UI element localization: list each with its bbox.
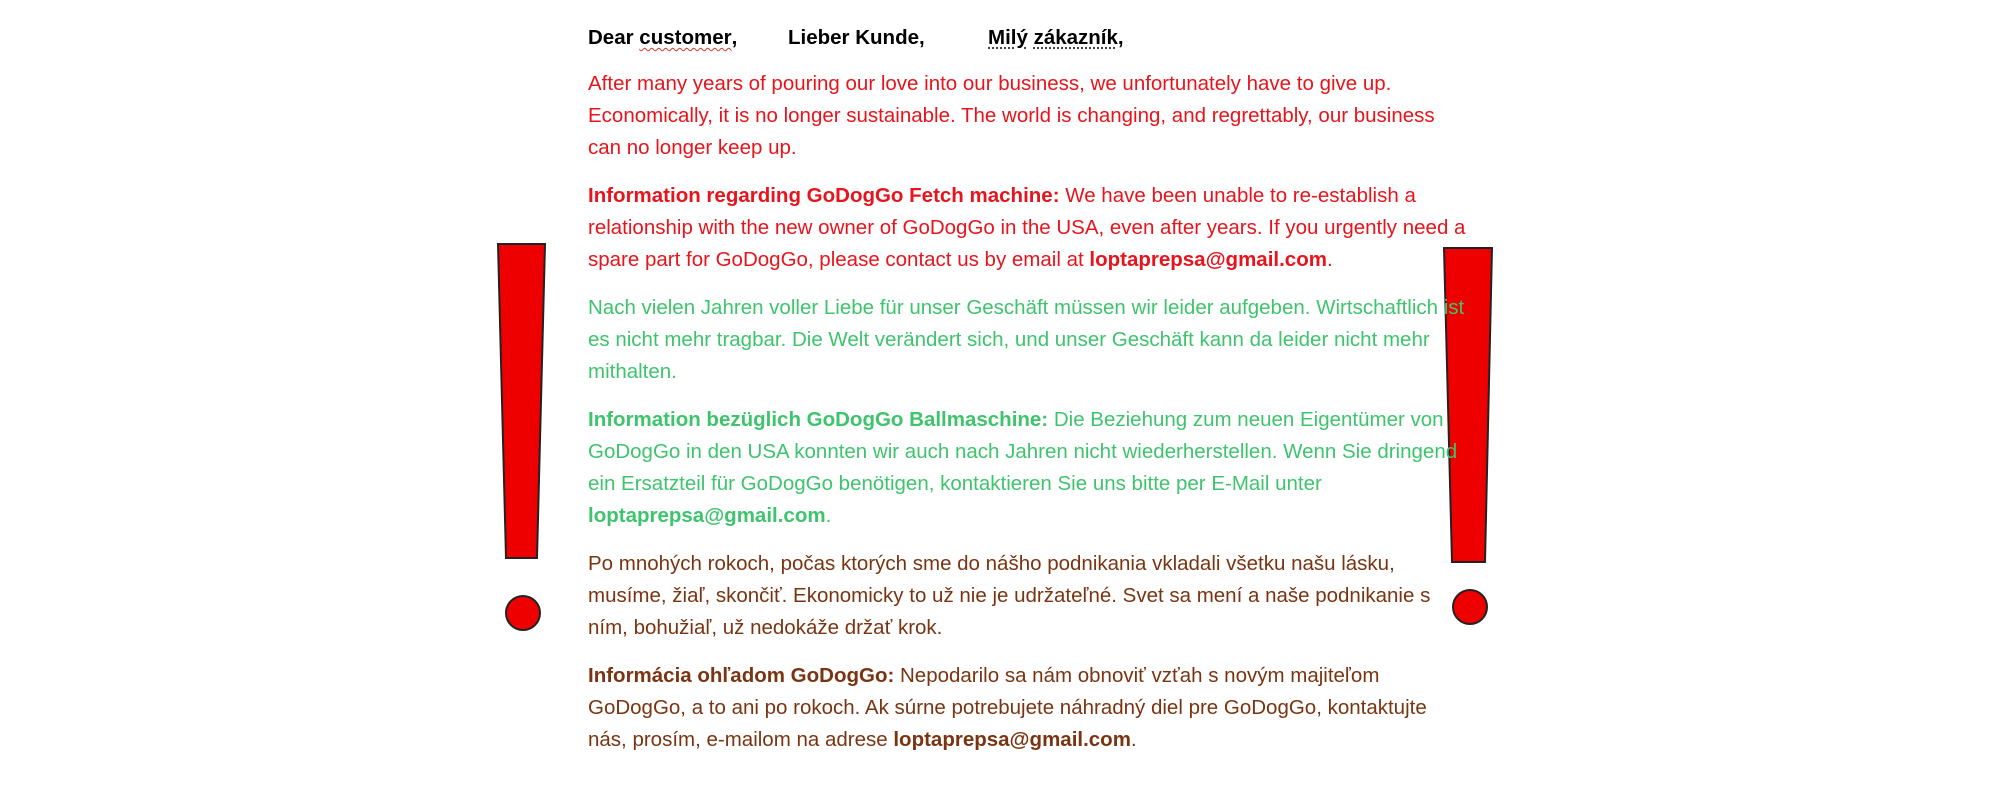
- german-intro: Nach vielen Jahren voller Liebe für unser Geschäft müssen wir leider aufgeben. Wirtschaftlich ist es nicht mehr tragbar. Die Welt verändert sich, und unser Geschäft kann da leider nicht mehr mithalten.: [588, 296, 1465, 383]
- letter: [588, 22, 1468, 772]
- slovak-info-label: Informácia ohľadom GoDogGo:: [588, 664, 895, 687]
- exclamation-mark-icon: [495, 240, 555, 635]
- german-info: Information bezüglich GoDogGo Ballmaschine: Die Beziehung zum neuen Eigentümer von GoDogGo in den USA konnten wir auch nach Jahren nicht wiederherstellen. Wenn Sie dringend ein Ersatzteil für GoDogGo benötigen, kontaktieren Sie uns bitte per E-Mail unter loptaprepsa@gmail.com.: [588, 408, 1458, 527]
- english-info-label: Information regarding GoDogGo Fetch machine:: [588, 184, 1060, 207]
- greeting-line: [588, 22, 1468, 54]
- greeting-german: Lieber Kunde,: [788, 26, 925, 49]
- english-email: loptaprepsa@gmail.com: [1089, 248, 1327, 271]
- german-info-label: Information bezüglich GoDogGo Ballmaschine:: [588, 408, 1049, 431]
- greeting-slovak: Milý zákazník,: [988, 26, 1124, 49]
- english-info: Information regarding GoDogGo Fetch machine: We have been unable to re-establish a relationship with the new owner of GoDogGo in the USA, even after years. If you urgently need a spare part for GoDogGo, please contact us by email at loptaprepsa@gmail.com.: [588, 184, 1466, 271]
- german-email: loptaprepsa@gmail.com: [588, 504, 826, 527]
- greeting-english: Dear customer,: [588, 26, 738, 49]
- slovak-intro: Po mnohých rokoch, počas ktorých sme do nášho podnikania vkladali všetku našu lásku, musíme, žiaľ, skončiť. Ekonomicky to už nie je udržateľné. Svet sa mení a naše podnikanie s ním, bohužiaľ, už nedokáže držať krok.: [588, 552, 1431, 639]
- slovak-info: Informácia ohľadom GoDogGo: Nepodarilo sa nám obnoviť vzťah s novým majiteľom GoDogGo, a to ani po rokoch. Ak súrne potrebujete náhradný diel pre GoDogGo, kontaktujte nás, prosím, e-mailom na adrese loptaprepsa@gmail.com.: [588, 664, 1427, 751]
- slovak-email: loptaprepsa@gmail.com: [893, 728, 1131, 751]
- english-intro: After many years of pouring our love into our business, we unfortunately have to give up. Economically, it is no longer sustainable. The world is changing, and regrettably, our business can no longer keep up.: [588, 72, 1435, 159]
